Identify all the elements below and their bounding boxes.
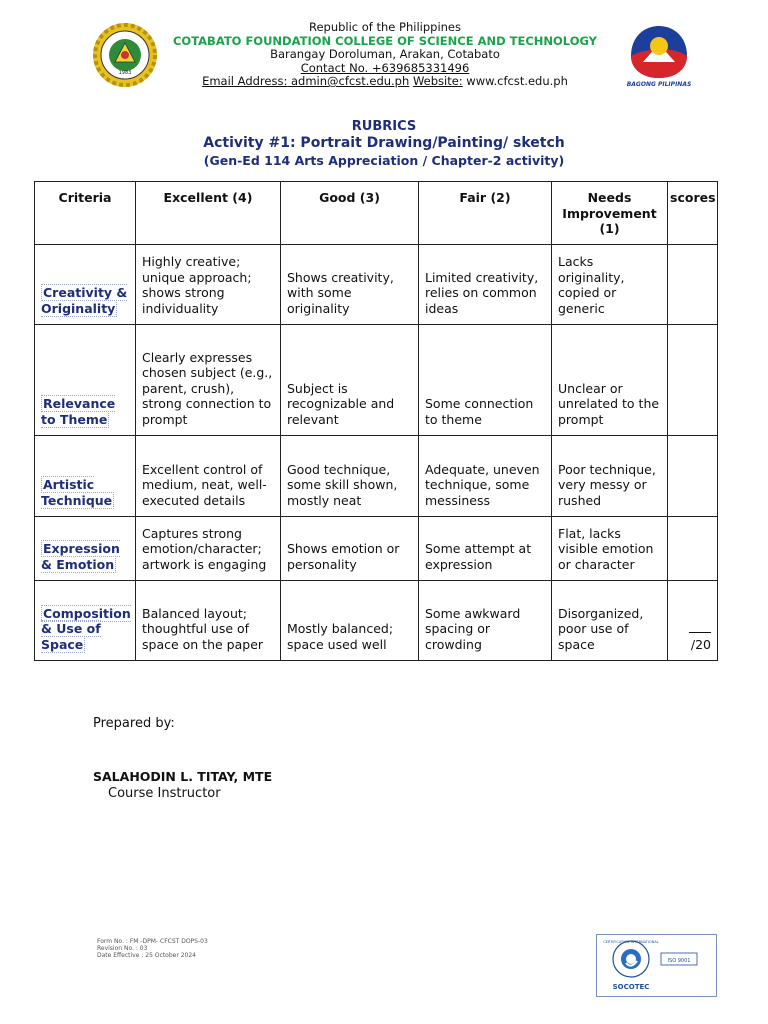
needs-cell: Flat, lacks visible emotion or character — [552, 517, 668, 581]
table-header-row — [35, 182, 718, 245]
good-cell: Shows creativity, with some originality — [281, 245, 419, 325]
criteria-cell: Relevance to Theme — [35, 325, 136, 436]
header-needs-improvement: Needs Improvement (1) — [552, 182, 668, 245]
website-value[interactable]: www.cfcst.edu.ph — [462, 74, 568, 88]
good-cell: Shows emotion or personality — [281, 517, 419, 581]
date-effective: Date Effective : 25 October 2024 — [97, 952, 196, 959]
table-row — [35, 245, 718, 325]
score-blank[interactable] — [689, 621, 711, 633]
socotec-logo — [597, 935, 716, 996]
needs-cell: Unclear or unrelated to the prompt — [552, 325, 668, 436]
form-info — [97, 938, 208, 959]
fair-cell: Some connection to theme — [419, 325, 552, 436]
total-score-label: /20 — [690, 636, 711, 652]
excellent-cell: Excellent control of medium, neat, well-executed details — [136, 436, 281, 517]
website-label: Website: — [412, 74, 463, 88]
svg-text:BAGONG PILIPINAS: BAGONG PILIPINAS — [626, 81, 692, 88]
needs-cell: Disorganized, poor use of space — [552, 581, 668, 661]
course-subtitle: (Gen-Ed 114 Arts Appreciation / Chapter-2 activity) — [203, 153, 565, 168]
table-row — [35, 436, 718, 517]
fair-cell: Limited creativity, relies on common ideas — [419, 245, 552, 325]
fair-cell: Some attempt at expression — [419, 517, 552, 581]
contact-line: Contact No. +639685331496 — [300, 60, 470, 75]
svg-text:ISO 9001: ISO 9001 — [667, 958, 691, 964]
excellent-cell: Clearly expresses chosen subject (e.g., parent, crush), strong connection to prompt — [136, 325, 281, 436]
bagong-pilipinas-logo — [625, 22, 693, 88]
criteria-cell: Creativity & Originality — [35, 245, 136, 325]
score-cell[interactable] — [668, 245, 718, 325]
rubric-table — [34, 181, 718, 661]
letterhead — [150, 21, 620, 89]
email-value[interactable]: admin@cfcst.edu.ph — [287, 74, 410, 88]
criteria-cell: Expression & Emotion — [35, 517, 136, 581]
needs-cell: Poor technique, very messy or rushed — [552, 436, 668, 517]
address-line: Barangay Doroluman, Arakan, Cotabato — [270, 47, 500, 61]
excellent-cell: Captures strong emotion/character; artwork is engaging — [136, 517, 281, 581]
good-cell: Good technique, some skill shown, mostly neat — [281, 436, 419, 517]
header-scores: scores — [668, 182, 718, 245]
total-score-cell[interactable] — [668, 581, 718, 661]
rubrics-title: RUBRICS — [351, 119, 417, 134]
fair-cell: Adequate, uneven technique, some messiness — [419, 436, 552, 517]
instructor-role: Course Instructor — [108, 786, 221, 801]
table-row — [35, 517, 718, 581]
svg-text:SOCOTEC: SOCOTEC — [612, 983, 650, 991]
excellent-cell: Balanced layout; thoughtful use of space on the paper — [136, 581, 281, 661]
table-row — [35, 581, 718, 661]
good-cell: Subject is recognizable and relevant — [281, 325, 419, 436]
header-fair: Fair (2) — [419, 182, 552, 245]
fair-cell: Some awkward spacing or crowding — [419, 581, 552, 661]
prepared-by-label: Prepared by: — [93, 716, 175, 731]
good-cell: Mostly balanced; space used well — [281, 581, 419, 661]
email-label: Email Address: — [202, 74, 288, 88]
instructor-name: SALAHODIN L. TITAY, MTE — [93, 769, 273, 784]
header-criteria: Criteria — [35, 182, 136, 245]
revision-number: Revision No. : 03 — [97, 945, 148, 952]
criteria-cell: Artistic Technique — [35, 436, 136, 517]
table-row — [35, 325, 718, 436]
excellent-cell: Highly creative; unique approach; shows strong individuality — [136, 245, 281, 325]
activity-title: Activity #1: Portrait Drawing/Painting/ sketch — [203, 135, 565, 151]
republic-line: Republic of the Philippines — [308, 20, 462, 34]
score-cell[interactable] — [668, 436, 718, 517]
header-good: Good (3) — [281, 182, 419, 245]
college-seal-logo — [92, 22, 158, 88]
needs-cell: Lacks originality, copied or generic — [552, 245, 668, 325]
header-excellent: Excellent (4) — [136, 182, 281, 245]
college-name: COTABATO FOUNDATION COLLEGE OF SCIENCE AND TECHNOLOGY — [172, 33, 598, 48]
svg-text:CERTIFICATION INTERNATIONAL: CERTIFICATION INTERNATIONAL — [603, 940, 659, 944]
score-cell[interactable] — [668, 517, 718, 581]
form-number: Form No. : FM -DPM- CFCST DOPS-03 — [97, 938, 208, 945]
document-titles — [0, 118, 768, 169]
email-website-line — [150, 75, 620, 89]
iso-certification-badge — [596, 934, 717, 997]
score-cell[interactable] — [668, 325, 718, 436]
criteria-cell: Composition & Use of Space — [35, 581, 136, 661]
svg-text:1983: 1983 — [118, 70, 132, 76]
